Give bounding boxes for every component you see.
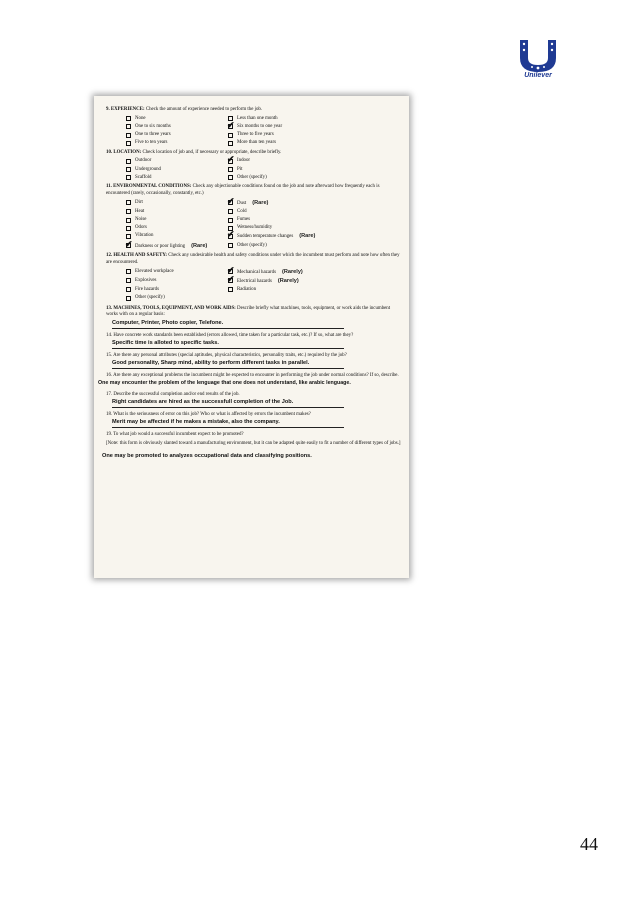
- scanned-form: [94, 96, 409, 578]
- options-grid: [126, 154, 402, 181]
- option-label: Scaffold: [135, 174, 152, 180]
- option-label: Other (specify): [135, 295, 165, 301]
- question-q10: [106, 150, 402, 157]
- question-text: Check location of job and, if necessary or appropriate, describe briefly.: [142, 149, 282, 155]
- question-q17: [106, 392, 402, 399]
- checkbox-icon: [126, 287, 131, 292]
- question-text: Check the amount of experience needed to perform the job.: [145, 107, 263, 112]
- question-text: Check any objectionable conditions found on the job and note afterward how frequently each is encountered (rarely, occasionally, constantly, etc.): [106, 184, 380, 197]
- checkbox-option: [126, 269, 228, 277]
- option-label: One to six months: [135, 123, 171, 129]
- checkbox-icon: [126, 218, 131, 223]
- question-q13: [106, 306, 402, 319]
- option-label: Other (specify): [237, 174, 267, 180]
- page-number: 44: [580, 834, 598, 854]
- checkbox-option: [227, 154, 388, 165]
- question-text: Describe briefly what machines, tools, equipment, or work aids the incumbent works with on a regular basis:: [106, 305, 391, 318]
- checkbox-option: [228, 217, 388, 224]
- handwritten-answer: Right candidates are hired as the successfull completion of the Job.: [112, 399, 344, 408]
- checkbox-icon: [126, 226, 131, 231]
- handwritten-answer: One may encounter the problem of the lenguage that one does not understand, like arabic lenguage.: [98, 380, 351, 387]
- checkbox-icon: [126, 278, 131, 283]
- option-label: None: [135, 115, 146, 121]
- checkbox-option: [126, 158, 228, 165]
- unilever-u-icon: [514, 38, 562, 74]
- checkbox-option: [227, 264, 388, 277]
- checkbox-option: [228, 287, 388, 294]
- option-label: Underground: [135, 166, 161, 172]
- question-title: 12. HEALTH AND SAFETY:: [106, 253, 168, 259]
- option-label: Electrical hazards: [237, 278, 272, 284]
- option-label: Sudden temperature changes: [237, 234, 294, 240]
- checkbox-option: [126, 116, 228, 123]
- checkmark-icon: ✔: [227, 273, 235, 284]
- checkbox-icon: [228, 175, 233, 180]
- handwritten-answer: One may be promoted to analyzes occupational data and classifying positions.: [102, 453, 312, 460]
- question-q19: [106, 432, 402, 439]
- checkbox-option: [126, 233, 228, 241]
- question-q15: [106, 353, 402, 360]
- option-label: Three to five years: [237, 132, 274, 138]
- checkbox-icon: [228, 209, 233, 214]
- question-text: 17. Describe the successful completion and/or end results of the job.: [106, 391, 240, 397]
- checkbox-icon: [126, 269, 131, 274]
- checkbox-icon: [126, 133, 131, 138]
- checkbox-icon: [126, 116, 131, 121]
- checkbox-option: [126, 124, 228, 131]
- checkbox-option: [227, 273, 388, 286]
- frequency-note: (Rarely): [281, 268, 303, 275]
- option-label: Mechanical hazards: [237, 269, 276, 275]
- checkbox-icon: [228, 167, 233, 172]
- option-label: Pit: [237, 166, 243, 172]
- option-label: Five to ten years: [135, 140, 168, 146]
- question-q16: [106, 373, 402, 380]
- question-q12: [106, 253, 402, 266]
- option-label: One to three years: [135, 132, 171, 138]
- option-label: Dirt: [135, 199, 143, 205]
- question-q9: [106, 107, 402, 114]
- question-text: 18. What is the seriousness of error on this job? Who or what is affected by errors the incumbent makes?: [106, 411, 311, 417]
- frequency-note: (Rare): [299, 233, 316, 240]
- question-title: 13. MACHINES, TOOLS, EQUIPMENT, AND WORK AIDS:: [106, 305, 236, 311]
- checkbox-icon: [126, 159, 131, 164]
- checkbox-option: [227, 119, 388, 131]
- option-label: Indoor: [237, 158, 251, 164]
- checkbox-option: [126, 217, 228, 224]
- option-label: Elevated workplace: [135, 268, 174, 274]
- checkbox-option: [126, 225, 228, 232]
- checkbox-icon: [126, 200, 131, 205]
- option-label: Darkness or poor lighting: [135, 243, 186, 249]
- option-label: Fire hazards: [135, 286, 160, 292]
- question-text: Check any undesirable health and safety conditions under which the incumbent must perform and note how often they are encountered.: [106, 253, 400, 265]
- option-label: Cold: [237, 208, 247, 214]
- handwritten-answer: Good personality, Sharp mind, ability to perform different tasks in parallel.: [112, 360, 344, 369]
- checkbox-option: [126, 140, 228, 147]
- checkbox-option: [227, 195, 388, 208]
- checkbox-icon: [126, 175, 131, 180]
- option-label: Noise: [135, 217, 147, 223]
- option-label: Six months to one year: [237, 123, 283, 129]
- checkbox-option: [126, 175, 228, 182]
- question-text: 15. Are there any personal attributes (special aptitudes, physical characteristics, personality traits, etc.) required by the job?: [106, 352, 347, 358]
- question-text: 19. To what job would a successful incumbent expect to be promoted?: [106, 431, 244, 437]
- checkbox-option: [125, 238, 228, 251]
- job-analysis-form: [98, 104, 402, 461]
- checkbox-icon: [126, 124, 131, 129]
- option-label: Other (specify): [237, 242, 267, 248]
- checkbox-option: [126, 278, 228, 286]
- checkbox-icon: [126, 167, 131, 172]
- checkbox-icon: [126, 141, 131, 146]
- question-title: 10. LOCATION:: [106, 149, 142, 155]
- frequency-note: (Rarely): [277, 277, 299, 284]
- checkbox-icon: [126, 296, 131, 301]
- checkbox-icon: [126, 209, 131, 214]
- logo-wordmark: Unilever: [524, 72, 552, 79]
- checkbox-icon: [228, 141, 233, 146]
- checkmark-icon: ✔: [227, 195, 235, 206]
- handwritten-answer: Merit may be affected if he makes a mistake, also the company.: [112, 419, 344, 428]
- option-label: Radiation: [237, 286, 257, 292]
- checkbox-option: [228, 116, 388, 123]
- form-note: [Note: this form is obviously slanted toward a manufacturing environment, but it can be adapted quite easily to fit a number of different types of jobs.]: [106, 441, 401, 447]
- checkbox-option: [126, 295, 228, 302]
- checkbox-option: [126, 209, 228, 216]
- checkmark-icon: ✔: [125, 238, 133, 249]
- question-title: 9. EXPERIENCE:: [106, 107, 145, 112]
- checkbox-icon: [228, 218, 233, 223]
- checkbox-icon: [228, 287, 233, 292]
- checkbox-option: [228, 167, 388, 174]
- checkbox-icon: [228, 133, 233, 138]
- checkbox-option: [228, 132, 388, 139]
- checkmark-icon: ✔: [227, 264, 235, 275]
- checkmark-icon: ✔: [227, 154, 235, 165]
- question-q14: [106, 333, 402, 340]
- checkbox-option: [228, 209, 388, 216]
- checkbox-option: [228, 225, 388, 232]
- handwritten-answer: Computer, Printer, Photo copier, Telefone.: [112, 320, 344, 329]
- frequency-note: (Rare): [191, 242, 208, 249]
- checkmark-icon: ✔: [227, 119, 235, 130]
- question-text: 14. Have concrete work standards been established (errors allowed, time taken for a particular task, etc.)? If so, what are they?: [106, 332, 354, 338]
- checkmark-icon: ✔: [227, 229, 235, 240]
- option-label: Odors: [135, 225, 147, 231]
- checkbox-option: [126, 200, 228, 208]
- checkbox-option: [227, 229, 388, 241]
- question-text: 16. Are there any exceptional problems the incumbent might be expected to encounter in performing the job under normal conditions? If so, describe.: [106, 372, 399, 378]
- checkbox-option: [126, 167, 228, 174]
- options-grid: [125, 195, 402, 251]
- checkbox-icon: [228, 243, 233, 248]
- option-label: Heat: [135, 208, 145, 214]
- options-grid: [126, 116, 402, 147]
- option-label: Outdoor: [135, 158, 152, 164]
- option-label: More than ten years: [237, 140, 276, 146]
- option-label: Less than one month: [237, 115, 278, 121]
- question-q11: [106, 184, 402, 197]
- checkbox-option: [126, 132, 228, 139]
- frequency-note: (Rare): [252, 199, 269, 206]
- option-label: Dust: [237, 200, 247, 206]
- option-label: Explosives: [135, 277, 157, 283]
- options-grid: [126, 264, 402, 302]
- checkbox-option: [228, 243, 388, 251]
- question-title: 11. ENVIRONMENTAL CONDITIONS:: [106, 184, 192, 190]
- checkbox-option: [228, 175, 388, 182]
- option-label: Fumes: [237, 217, 251, 223]
- checkbox-option: [126, 287, 228, 294]
- question-q18: [106, 412, 402, 419]
- handwritten-answer: Specific time is alloted to specific tasks.: [112, 340, 344, 349]
- option-label: Wetness/humidity: [237, 225, 273, 231]
- checkbox-option: [228, 140, 388, 147]
- option-label: Vibration: [135, 233, 154, 239]
